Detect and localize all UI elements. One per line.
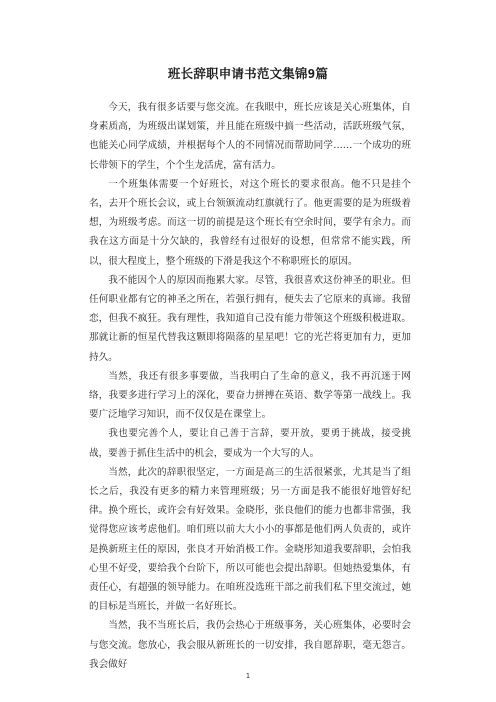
paragraph: 当然，我还有很多事要做，当我明白了生命的意义，我不再沉迷于网络，我要多进行学习上的深化，要奋力拼搏在英语、数学等第一战线上。我要广泛地学习知识，而不仅仅是在课堂上。: [89, 370, 411, 421]
paragraph: 一个班集体需要一个好班长，对这个班长的要求很高。他不只是挂个名，去开个班长会议，或上台领颁流动红旗就行了。他更需要的是为班级着想，为班级考虑。而这一切的前提是这个班长有空余时间，要学有余力。而我在这方面是十分欠缺的，我曾经有过很好的设想，但常常不能实践，所以，很大程度上，整个班级的下滑是我这个不称职班长的原因。: [89, 178, 411, 267]
paragraph: 当然，我不当班长后，我仍会热心于班级事务，关心班集体，必要时会与您交流。您放心，我会服从新班长的一切安排，我自愿辞职，毫无怨言。我会做好: [89, 620, 411, 670]
page-number: 1: [245, 672, 251, 680]
document-title: 班长辞职申请书范文集锦9篇: [167, 66, 329, 81]
paragraph: 今天，我有很多话要与您交流。在我眼中，班长应该是关心班集体，自身素质高，为班级出谋划策，并且能在班级中搞一些活动，活跃班级气氛，也能关心同学成绩，并根据每个人的不同情况而帮助同学……一个成功的班长带领下的学生，个个生龙活虎，富有活力。: [89, 102, 411, 171]
document-body: [89, 98, 411, 674]
paragraph: 我也要完善个人，要让自己善于言辞，要开放，要勇于挑战，接受挑战，要善于抓住生活中的机会，要成为一个大写的人。: [89, 428, 411, 459]
paragraph: 当然，此次的辞职很坚定，一方面是高三的生活很紧张，尤其是当了组长之后，我没有更多的精力来管理班级；另一方面是我不能很好地管好纪律。换个班长，或许会有好效果。金晓彤，张良他们的能力也都非常强，我觉得您应该考虑他们。咱们班以前大大小小的事都是他们两人负责的，或许是换新班主任的原因，张良才开始消极工作。金晓彤知道我要辞职，会怕我心里不好受，要给我个台阶下，所以可能也会提出辞职。但她热爱集体，有责任心，有超强的领导能力。在咱班没选班干部之前我们私下里交流过，她的目标是当班长，并做一名好班长。: [89, 466, 411, 613]
paragraph: 我不能因个人的原因而拖累大家。尽管，我很喜欢这份神圣的职业。但任何职业都有它的神圣之所在，若强行拥有，便失去了它原来的真谛。我留恋，但我不疯狂。我有理性，我知道自己没有能力带领这个班级积极进取。那就让新的恒星代替我这颗即将陨落的星星吧！它的光芒将更加有力，更加持久。: [89, 274, 411, 363]
